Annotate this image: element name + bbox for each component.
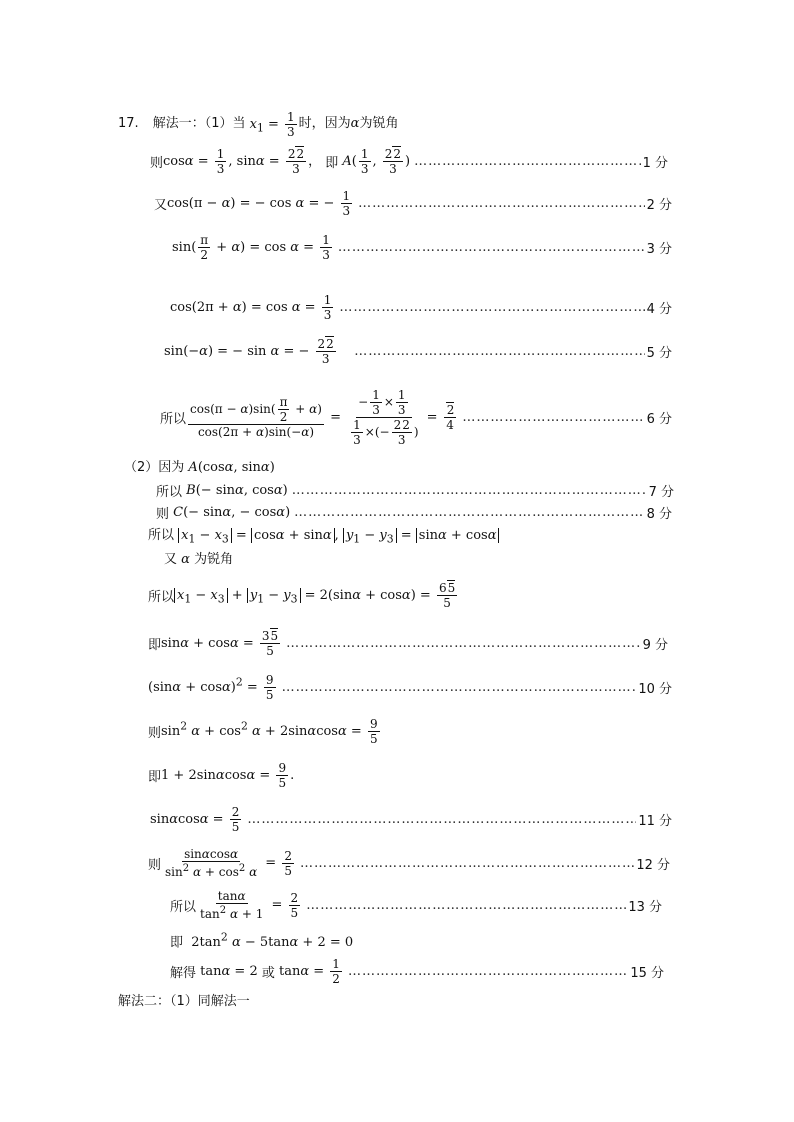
text: 即 <box>170 935 184 951</box>
leader-dots <box>339 300 644 315</box>
text: （2）因为 <box>124 460 185 475</box>
leader-dots <box>282 680 637 695</box>
formula: sin( $\frac{\pi}{2}$ + α) = cos α = $\frac{1}{3}$ <box>172 232 330 262</box>
leader-dots <box>306 898 626 913</box>
step-acute: 又 α 为锐角 <box>164 552 234 567</box>
leader-dots <box>300 856 634 871</box>
text: 则 <box>156 506 170 522</box>
text: 解法二：（1）同解法一 <box>118 994 250 1009</box>
formula: sin(−α) = − sin α = − $\frac{22}{3}$ <box>164 336 334 366</box>
text: 所以 <box>160 411 187 427</box>
formula: sinαcosα = $\frac{2}{5}$ <box>150 804 240 834</box>
score-label: 10 分 <box>638 681 672 697</box>
text: 即 <box>148 637 162 653</box>
text: 所以 <box>148 528 175 543</box>
score-label: 5 分 <box>646 345 672 361</box>
formula: cos(2π + α) = cos α = $\frac{1}{3}$ <box>170 292 332 322</box>
method1-title: 解法一：（1）当 <box>152 116 246 131</box>
step-simplify <box>148 752 668 798</box>
formula: B(− sinα, cosα) <box>186 482 288 498</box>
text: 时，因为 <box>298 116 351 131</box>
score-label: 1 分 <box>642 155 668 171</box>
problem-heading: 17. 解法一：（1）当 $x_1$ = $\frac{1}{3}$ 时，因为 α 为锐角 <box>118 109 399 139</box>
step-2 <box>154 180 672 226</box>
formula: $x_1$ = $\frac{1}{3}$ <box>249 109 295 139</box>
leader-dots <box>338 240 645 255</box>
text: 或 <box>261 965 275 981</box>
step-12 <box>148 840 670 886</box>
score-label: 7 分 <box>648 484 674 500</box>
text: 即 <box>325 155 339 171</box>
text: 则 <box>148 725 162 741</box>
formula: $2\tan^2$ α − 5tanα + 2 = 0 <box>187 931 354 951</box>
step-6 <box>160 384 672 450</box>
leader-dots <box>358 196 644 211</box>
formula: A( $\frac{1}{3}$ , $\frac{22}{3}$ ) <box>342 146 411 176</box>
step-11 <box>150 796 672 842</box>
formula: tanα = 2 <box>196 963 262 979</box>
step-3 <box>172 224 672 270</box>
step-9 <box>148 620 668 666</box>
leader-dots <box>286 636 640 651</box>
score-label: 11 分 <box>638 813 672 829</box>
text: 所以 <box>148 589 175 605</box>
step-5 <box>164 328 672 374</box>
step-abs <box>148 528 499 548</box>
text: 即 <box>148 769 162 785</box>
score-label: 15 分 <box>630 965 664 981</box>
leader-dots <box>354 344 644 359</box>
text: 又 <box>164 552 178 567</box>
formula: $x_1 - x_3 + y_1 - y_3 = 2(\sin\alpha + \cos\alpha)$ = $\frac{65}{5}$ <box>174 581 459 610</box>
score-label: 6 分 <box>646 411 672 427</box>
step-expand <box>148 708 668 754</box>
score-label: 8 分 <box>646 506 672 522</box>
text: 又 <box>154 197 168 213</box>
leader-dots <box>462 410 644 425</box>
score-label: 2 分 <box>646 197 672 213</box>
formula: cos(π − α) = − cos α = − $\frac{1}{3}$ <box>167 188 351 218</box>
leader-dots <box>294 505 644 520</box>
step-1 <box>150 138 668 184</box>
formula: $\frac{\sin\alpha\cos\alpha}{\sin^2 \alpha + \cos^2 \alpha}$ = $\frac{2}{5}$ <box>165 847 292 879</box>
text: 所以 <box>170 899 197 915</box>
formula: $(\sin\alpha + \cos\alpha)^2$ = $\frac{9}{5}$ <box>148 672 274 702</box>
leader-dots <box>247 812 636 827</box>
formula: cos(π − α)sin( $\frac{\pi}{2}$ + α) cos(2π + α)sin(−α) = − $\frac{1}{3}$ × $\frac{1}{3}$ $\frac{1}{3}$ ×(− $\frac{22}{3}$ ) = $\frac{2}{4}$ <box>190 387 455 447</box>
text: 则 <box>150 155 164 171</box>
leader-dots <box>414 154 640 169</box>
step-15 <box>170 948 664 994</box>
text: 解得 <box>170 965 197 981</box>
leader-dots <box>348 964 628 979</box>
problem-number: 17. <box>118 116 139 131</box>
method2-heading <box>118 994 250 1010</box>
step-4 <box>170 284 672 330</box>
step-13 <box>170 882 662 928</box>
formula: $\frac{\tan\alpha}{\tan^2 \alpha + 1}$ = $\frac{2}{5}$ <box>200 889 299 921</box>
formula: cosα = $\frac{1}{3}$ , sinα = $\frac{22}{3}$ ， <box>163 146 326 176</box>
step-10 <box>148 664 672 710</box>
formula: tanα = $\frac{1}{2}$ <box>274 956 340 986</box>
score-label: 9 分 <box>642 637 668 653</box>
score-label: 13 分 <box>628 899 662 915</box>
score-label: 3 分 <box>646 241 672 257</box>
step-8 <box>156 492 672 532</box>
score-label: 12 分 <box>636 857 670 873</box>
formula: C(− sinα, − cosα) <box>173 504 291 520</box>
formula: sinα + cosα = $\frac{35}{5}$ <box>161 628 279 658</box>
text: 为锐角 <box>359 116 399 131</box>
text: 则 <box>148 857 162 873</box>
formula: 1 + 2sinαcosα = $\frac{9}{5}$ . <box>161 760 295 790</box>
formula: $x_1 - x_3 = \cos\alpha + \sin\alpha$ , $y_1 - y_3 = \sin\alpha + \cos\alpha$ <box>178 528 499 543</box>
formula: A(cosα, sinα) <box>188 460 275 475</box>
score-label: 4 分 <box>646 301 672 317</box>
step-sum <box>148 572 668 618</box>
text: 为锐角 <box>194 552 234 567</box>
text: 所以 <box>156 484 183 500</box>
formula: $\sin^2 \alpha + \cos^2 \alpha + 2\sin\alpha\cos\alpha$ = $\frac{9}{5}$ <box>161 716 378 746</box>
